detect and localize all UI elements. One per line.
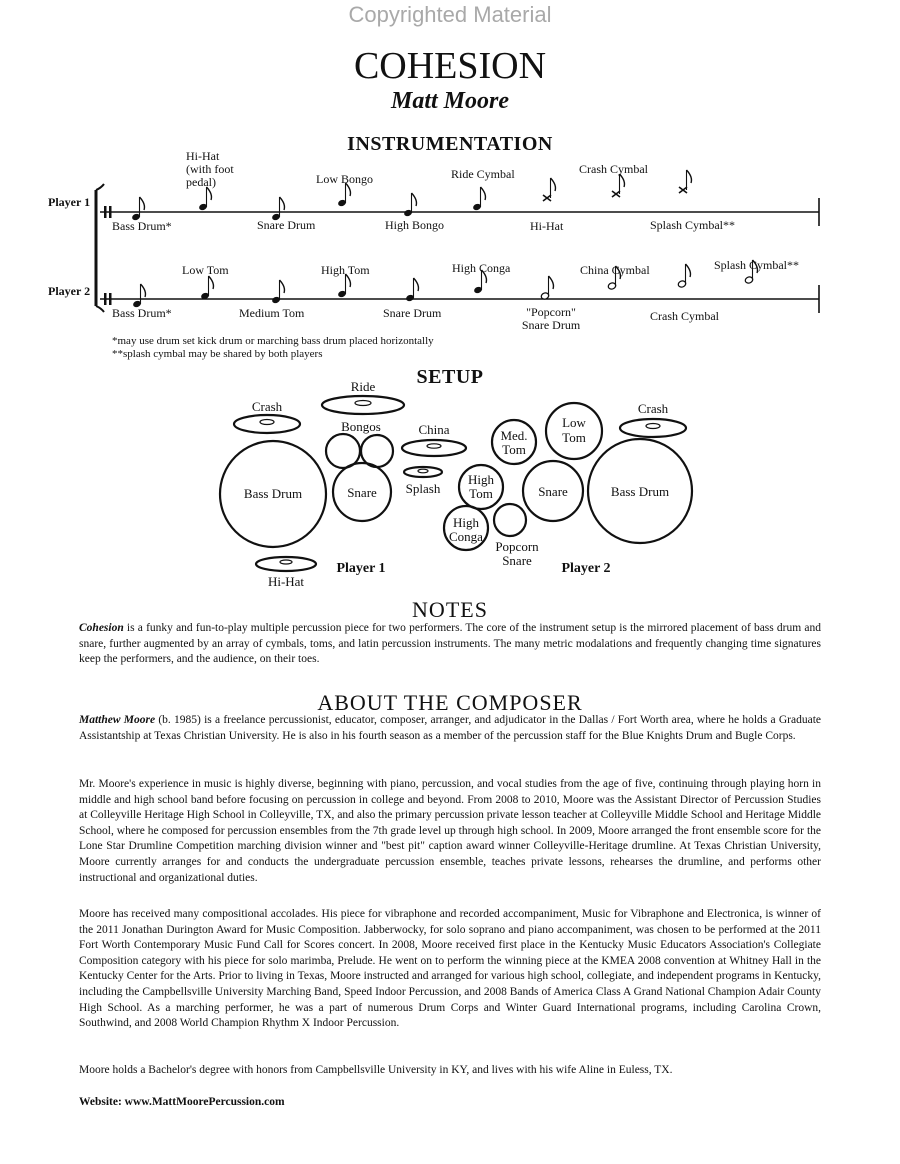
setup-label-snare-right: Snare [538,484,568,499]
setup-label-med-tom-line2: Tom [502,442,526,457]
composer-name: Matt Moore [390,88,509,114]
p1-label-snare-drum: Snare Drum [257,218,316,232]
setup-label-high-conga-line1: High [453,515,479,530]
setup-heading: SETUP [416,366,484,388]
p1-label-hihat: Hi-Hat [530,219,564,233]
p1-label-crash-cymbal: Crash Cymbal [579,162,648,176]
setup-label-player2: Player 2 [561,561,611,576]
p1-label-high-bongo: High Bongo [385,218,445,232]
p1-label-splash-cymbal: Splash Cymbal** [650,218,736,232]
setup-label-crash-right: Crash [637,401,669,416]
setup-label-high-tom-line2: Tom [469,486,493,501]
setup-label-low-tom-line2: Tom [562,430,586,445]
setup-label-crash-left: Crash [251,399,283,414]
footnote-2: **splash cymbal may be shared by both players [112,348,323,360]
bongo-left [326,434,360,468]
website-link[interactable]: Website: www.MattMoorePercussion.com [79,1096,285,1108]
p2-label-crash-cymbal: Crash Cymbal [650,309,719,323]
p2-label-splash-cymbal: Splash Cymbal** [714,258,800,272]
p1-label-bass-drum: Bass Drum* [112,219,172,233]
notes-lead: Cohesion [79,622,124,634]
player1-label: Player 1 [48,195,91,209]
setup-label-player1: Player 1 [336,561,386,576]
page-title: COHESION [353,45,547,87]
setup-label-high-conga [449,515,483,544]
watermark: Copyrighted Material [348,2,552,27]
setup-label-low-tom [562,415,586,445]
splash-cymbal [404,467,442,477]
p2-label-china-cymbal: China Cymbal [580,263,650,277]
setup-label-popcorn-line2: Snare [502,553,532,568]
setup-label-ride: Ride [350,379,376,394]
notes-heading: NOTES [412,597,488,622]
p2-label-high-conga: High Conga [452,261,511,275]
setup-label-high-conga-line2: Conga [449,529,483,544]
p2-label-snare-drum: Snare Drum [383,306,442,320]
player2-label: Player 2 [48,284,91,298]
p1-label-ride-cymbal: Ride Cymbal [451,167,515,181]
notes-paragraph [79,621,821,668]
p2-label-popcorn-snare: "Popcorn" Snare Drum [521,305,581,332]
p2-label-bass-drum: Bass Drum* [112,306,172,320]
about-p1-text: (b. 1985) is a freelance percussionist, educator, composer, arranger, and adjudicator in the Dallas / Fort Worth area, where he holds a Graduate Assistantship at Texas Christian University. He is also in his fourth season as a member of the percussion staff for the Blue Knights Drum and Bugle Corps. [79,714,822,742]
about-heading: ABOUT THE COMPOSER [317,690,583,715]
p2-label-low-tom: Low Tom [182,263,229,277]
p1-label-hihat-pedal: Hi-Hat (with foot pedal) [186,149,234,189]
setup-label-low-tom-line1: Low [562,415,586,430]
about-paragraph-3: Moore has received many compositional accolades. His piece for vibraphone and recorded accompaniment, Music for Vibraphone and Electronica, is winner of the 2011 Jonathan Durington Award for Music Composition. Jabberwocky, for solo soprano and piano accompaniment, was chosen to be performed at the 2011 Fort Worth Contemporary Music Fund Call for Scores concert. In 2008, Moore received first place in the Kentucky Music Educators Association's Collegiate Composition category with his piece for solo marimba, Prelude. He went on to perform the winning piece at the KMEA 2008 convention at Whitney Hall in the Kentucky Center for the Arts. Prior to living in Texas, Moore instructed and arranged for various high school, collegiate, and independent programs in Kentucky, including the Campbellsville University Marching Band, Speed Indoor Percussion, and 2008 Bands of America Class A Grand National Champion Adair County High School. As a marching performer, he was a part of numerous Drum Corps and Winter Guard International programs, including Carolina Crown, Southwind, and 2008 World Champion Rhythm X Indoor Percussion. [79,908,821,1030]
p2-label-high-tom: High Tom [321,263,370,277]
p1-label-low-bongo: Low Bongo [316,172,373,186]
popcorn-snare [494,504,526,536]
setup-label-bass-drum-right: Bass Drum [610,484,670,499]
p2-label-medium-tom: Medium Tom [239,306,305,320]
bongo-right [361,435,393,467]
about-paragraph-2: Mr. Moore's experience in music is highly diverse, beginning with piano, percussion, and vocal studies from the age of five, continuing through playing horn in middle and high school band before focusing on percussion in college and beyond. From 2008 to 2010, Moore was the Assistant Director of Percussion Studies at Colleyville Heritage High School in Colleyville, TX, and also the primary percussion private lesson teacher at Colleyville Middle School and Heritage Middle School, where he composed for percussion ensembles from the 7th grade level up through high school. In 2009, Moore arranged the front ensemble score for the Lone Star Drumline Competition marching division winner and "best pit" caption award winner Colleyville-Heritage drumline. At Texas Christian University, Moore currently arranges for and conducts the undergraduate percussion ensemble, teaches private lessons, rehearses the drumline, and performs other instructional and organizational duties. [79,778,821,884]
notes-text: is a funky and fun-to-play multiple percussion piece for two performers. The core of the instrument setup is the mirrored placement of bass drum and snare, further augmented by an array of cymbals, toms, and latin percussion instruments. The many metric modalations and frequently changing time signatures keep the performers, and the audience, on their toes. [79,622,821,666]
setup-label-bongos: Bongos [341,419,381,434]
about-lead: Matthew Moore [79,714,156,726]
footnote-1: *may use drum set kick drum or marching bass drum placed horizontally [112,335,434,347]
setup-label-china: China [418,422,450,437]
setup-label-high-tom-line1: High [468,472,494,487]
setup-label-high-tom [468,472,495,501]
about-paragraph-1 [79,713,821,744]
setup-label-hihat: Hi-Hat [267,574,305,589]
setup-label-popcorn-line1: Popcorn [495,539,539,554]
about-paragraph-4: Moore holds a Bachelor's degree with honors from Campbellsville University in KY, and lives with his wife Aline in Euless, TX. [79,1064,673,1076]
setup-label-med-tom-line1: Med. [500,428,528,443]
setup-label-bass-drum-left: Bass Drum [243,486,303,501]
setup-label-med-tom [500,428,527,457]
setup-label-popcorn-snare [495,539,539,568]
instrumentation-heading: INSTRUMENTATION [347,133,553,155]
setup-label-splash: Splash [405,481,441,496]
setup-label-snare-left: Snare [347,485,377,500]
